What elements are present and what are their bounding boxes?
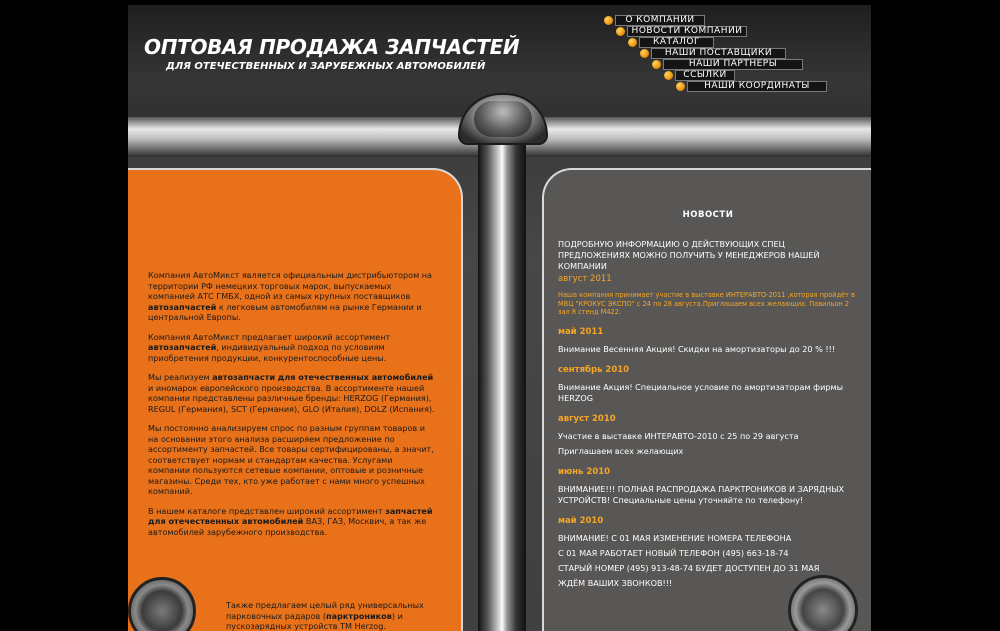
- menu-bullet-icon: [616, 27, 625, 36]
- about-panel: [128, 168, 463, 631]
- news-text: Приглашаем всех желающих: [558, 445, 684, 456]
- text: ВАЗ, ГАЗ, Москвич, а так же автомобилей зарубежного производства.: [148, 516, 427, 537]
- main-menu: [604, 13, 864, 103]
- about-paragraph: Мы постоянно анализируем спрос по разным группам товаров и на основании этого анализа расширяем предложение по ассортименту запчастей. Все товары сертифицированы, а значит, соответствует нормам и стандартам качества. Услугами компании пользуются сетевые компании, оптовые и розничные магазины. Среди тех, кто уже работает с нами много успешных компаний.: [148, 423, 434, 496]
- text: Компания АвтоМикст предлагает широкий ассортимент: [148, 331, 391, 342]
- menu-item-contacts[interactable]: НАШИ КООРДИНАТЫ: [687, 81, 827, 92]
- news-text: СТАРЫЙ НОМЕР (495) 913-48-74 БУДЕТ ДОСТУПЕН ДО 31 МАЯ: [558, 562, 820, 573]
- text: Также предлагаем целый ряд универсальных парковочных радаров (: [226, 600, 424, 621]
- text-bold: автозапчастей: [148, 342, 217, 352]
- text: Компания АвтоМикст является официальным дистрибьютором на территории РФ немецких торговых марок, выпускаемых компанией АТС ГМБХ, одной из самых крупных поставщиков: [148, 270, 433, 301]
- text: Мы реализуем: [148, 372, 213, 382]
- text: , индивидуальный подход по условиям приобретения продукции, конкурентоспособные цены.: [148, 342, 387, 363]
- about-paragraph: [148, 332, 436, 364]
- text-bold: автозапчастей: [148, 301, 217, 312]
- menu-item-news[interactable]: НОВОСТИ КОМПАНИИ: [627, 26, 747, 37]
- banner-subtitle: ДЛЯ ОТЕЧЕСТВЕННЫХ И ЗАРУБЕЖНЫХ АВТОМОБИЛЕЙ: [166, 61, 486, 72]
- news-date: июнь 2010: [558, 466, 611, 477]
- news-date: август 2011: [558, 274, 612, 284]
- about-paragraph: [148, 372, 436, 414]
- news-date: май 2010: [558, 515, 604, 526]
- news-date: май 2011: [558, 326, 604, 337]
- about-bottom-text: [226, 600, 426, 631]
- menu-bullet-icon: [628, 38, 637, 47]
- news-text: ВНИМАНИЕ!!! ПОЛНАЯ РАСПРОДАЖА ПАРКТРОНИКОВ И ЗАРЯДНЫХ УСТРОЙСТВ! Специальные цены уточняйте по телефону!: [558, 483, 845, 505]
- news-text: Внимание Весенняя Акция! Скидки на амортизаторы до 20 % !!!: [558, 343, 836, 354]
- decorative-pillar: [478, 105, 526, 631]
- news-panel: [542, 168, 871, 631]
- menu-item-about[interactable]: О КОМПАНИИ: [615, 15, 705, 26]
- news-text: ВНИМАНИЕ! С 01 МАЯ ИЗМЕНЕНИЕ НОМЕРА ТЕЛЕФОНА: [558, 532, 792, 543]
- text-bold: запчастей для отечественных автомобилей: [148, 505, 433, 526]
- news-list: [558, 210, 858, 593]
- about-paragraph: [148, 270, 436, 323]
- news-intro: ПОДРОБНУЮ ИНФОРМАЦИЮ О ДЕЙСТВУЮЩИХ СПЕЦ ПРЕДЛОЖЕНИЯХ МОЖНО ПОЛУЧИТЬ У МЕНЕДЖЕРОВ НАШЕЙ КОМПАНИИ: [558, 239, 820, 271]
- news-heading: НОВОСТИ: [682, 210, 734, 220]
- menu-item-catalog[interactable]: КАТАЛОГ: [639, 37, 714, 48]
- news-text: Участие в выставке ИНТЕРАВТО-2010 с 25 по 29 августа: [558, 430, 799, 441]
- text: и иномарок европейского производства. В ассортименте нашей компании представлены различные бренды: HERZOG (Германия), REGUL (Германия), SCT (Германия), GLO (Италия), DOLZ (Испания).: [148, 382, 435, 414]
- site-container: [128, 5, 871, 631]
- menu-item-links[interactable]: ССЫЛКИ: [675, 70, 735, 81]
- text: к легковым автомобилям на рынке Германии и центральной Европы.: [148, 301, 422, 322]
- menu-bullet-icon: [604, 16, 613, 25]
- menu-item-partners[interactable]: НАШИ ПАРТНЕРЫ: [663, 59, 803, 70]
- menu-bullet-icon: [640, 49, 649, 58]
- news-date: август 2010: [558, 413, 616, 424]
- about-text: [148, 270, 436, 546]
- decorative-pillar-cap-inner: [474, 101, 532, 137]
- news-text: ЖДЁМ ВАШИХ ЗВОНКОВ!!!: [558, 577, 673, 588]
- news-text: Внимание Акция! Специальное условие по амортизаторам фирмы HERZOG: [558, 381, 843, 403]
- text: ) и пускозарядных устройств ТМ Herzog.: [226, 610, 403, 631]
- menu-bullet-icon: [652, 60, 661, 69]
- menu-item-suppliers[interactable]: НАШИ ПОСТАВЩИКИ: [651, 48, 786, 59]
- menu-bullet-icon: [676, 82, 685, 91]
- news-text: С 01 МАЯ РАБОТАЕТ НОВЫЙ ТЕЛЕФОН (495) 663-18-74: [558, 547, 789, 558]
- news-date: сентябрь 2010: [558, 364, 630, 375]
- about-paragraph: [148, 506, 436, 538]
- text-bold: парктроников: [326, 610, 392, 621]
- text: В нашем каталоге представлен широкий ассортимент: [148, 505, 386, 516]
- news-note: Наша компания принимает участие в выставке ИНТЕРАВТО-2011 ,которая пройдёт в МВЦ "КРОКУС ЭКСПО" с 24 по 28 августа.Приглашаем всех желающих. Павильон 2 зал 8 стенд М422.: [558, 291, 856, 316]
- text-bold: автозапчасти для отечественных автомобилей: [212, 372, 434, 382]
- menu-bullet-icon: [664, 71, 673, 80]
- banner-title: ОПТОВАЯ ПРОДАЖА ЗАПЧАСТЕЙ: [144, 35, 520, 59]
